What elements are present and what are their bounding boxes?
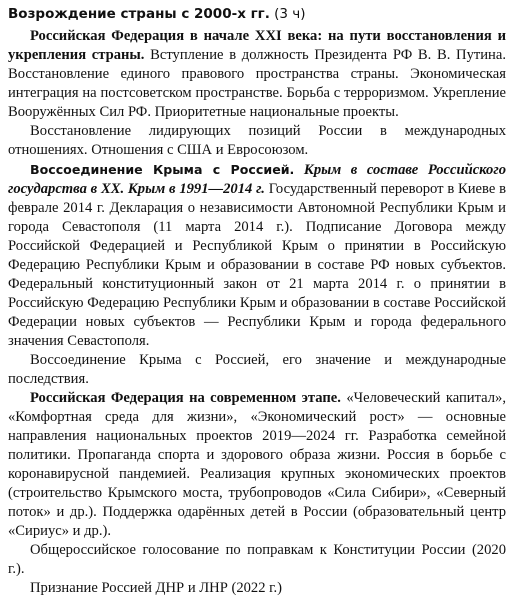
document-page [8,4,506,598]
paragraph-lead: Российская Федерация в начале XXI века: на пути восстановления и укрепления страны. [8,28,506,63]
paragraph-russia-current-stage [8,389,506,541]
paragraph-crimea-significance [8,351,506,389]
paragraph-dnr-lnr-recognition [8,579,506,598]
paragraph-text: Вступление в должность Президента РФ В. В. Путина. Восстановление единого правового пространства страны. Экономическая интеграция на постсоветском пространстве. Борьба с терроризмом. Укрепление Вооружённых Сил РФ. Приоритетные национальные проекты. [8,47,506,120]
paragraph-international-relations [8,122,506,160]
paragraph-text: Общероссийское голосование по поправкам к Конституции России (2020 г.). [8,542,506,577]
paragraph-text: Государственный переворот в Киеве в феврале 2014 г. Декларация о независимости Автономной Республики Крым и города Севастополя (11 марта 2014 г.). Подписание Договора между Российской Федерацией и Республикой Крым о принятии в Российскую Федерацию Республики Крым и образовании в составе РФ новых субъектов. Федеральный конституционный закон от 21 марта 2014 г. о принятии в Российскую Федерацию Республики Крым и образовании в составе Российской Федерации новых субъектов — Республики Крым и города федерального значения Севастополя. [8,181,506,349]
paragraph-text: «Человеческий капитал», «Комфортная среда для жизни», «Экономический рост» — основные направления национальных проектов 2019—2024 гг. Разработка семейной политики. Пропаганда спорта и здорового образа жизни. Россия в борьбе с коронавирусной пандемией. Реализация крупных экономических проектов (строительство Крымского моста, трубопроводов «Сила Сибири», «Северный поток» и др.). Поддержка одарённых детей в России (образовательный центр «Сириус» и др.). [8,390,506,539]
paragraph-crimea-reunification [8,160,506,351]
paragraph-lead: Российская Федерация на современном этапе. [30,390,341,406]
paragraph-constitution-vote [8,541,506,579]
section-heading [8,4,506,24]
paragraph-text: Признание Россией ДНР и ЛНР (2022 г.) [30,580,283,596]
paragraph-lead-italic: Крым в составе Российского государства в XX. Крым в 1991—2014 г. [8,162,506,197]
paragraph-text: Воссоединение Крыма с Россией, его значение и международные последствия. [8,352,506,387]
paragraph-russia-early-21st-century [8,27,506,122]
paragraph-lead: Воссоединение Крыма с Россией. [30,162,295,177]
paragraph-text: Восстановление лидирующих позиций России в международных отношениях. Отношения с США и Евросоюзом. [8,123,506,158]
section-title: Возрождение страны с 2000-х гг. [8,6,270,22]
section-hours: (3 ч) [274,6,306,22]
